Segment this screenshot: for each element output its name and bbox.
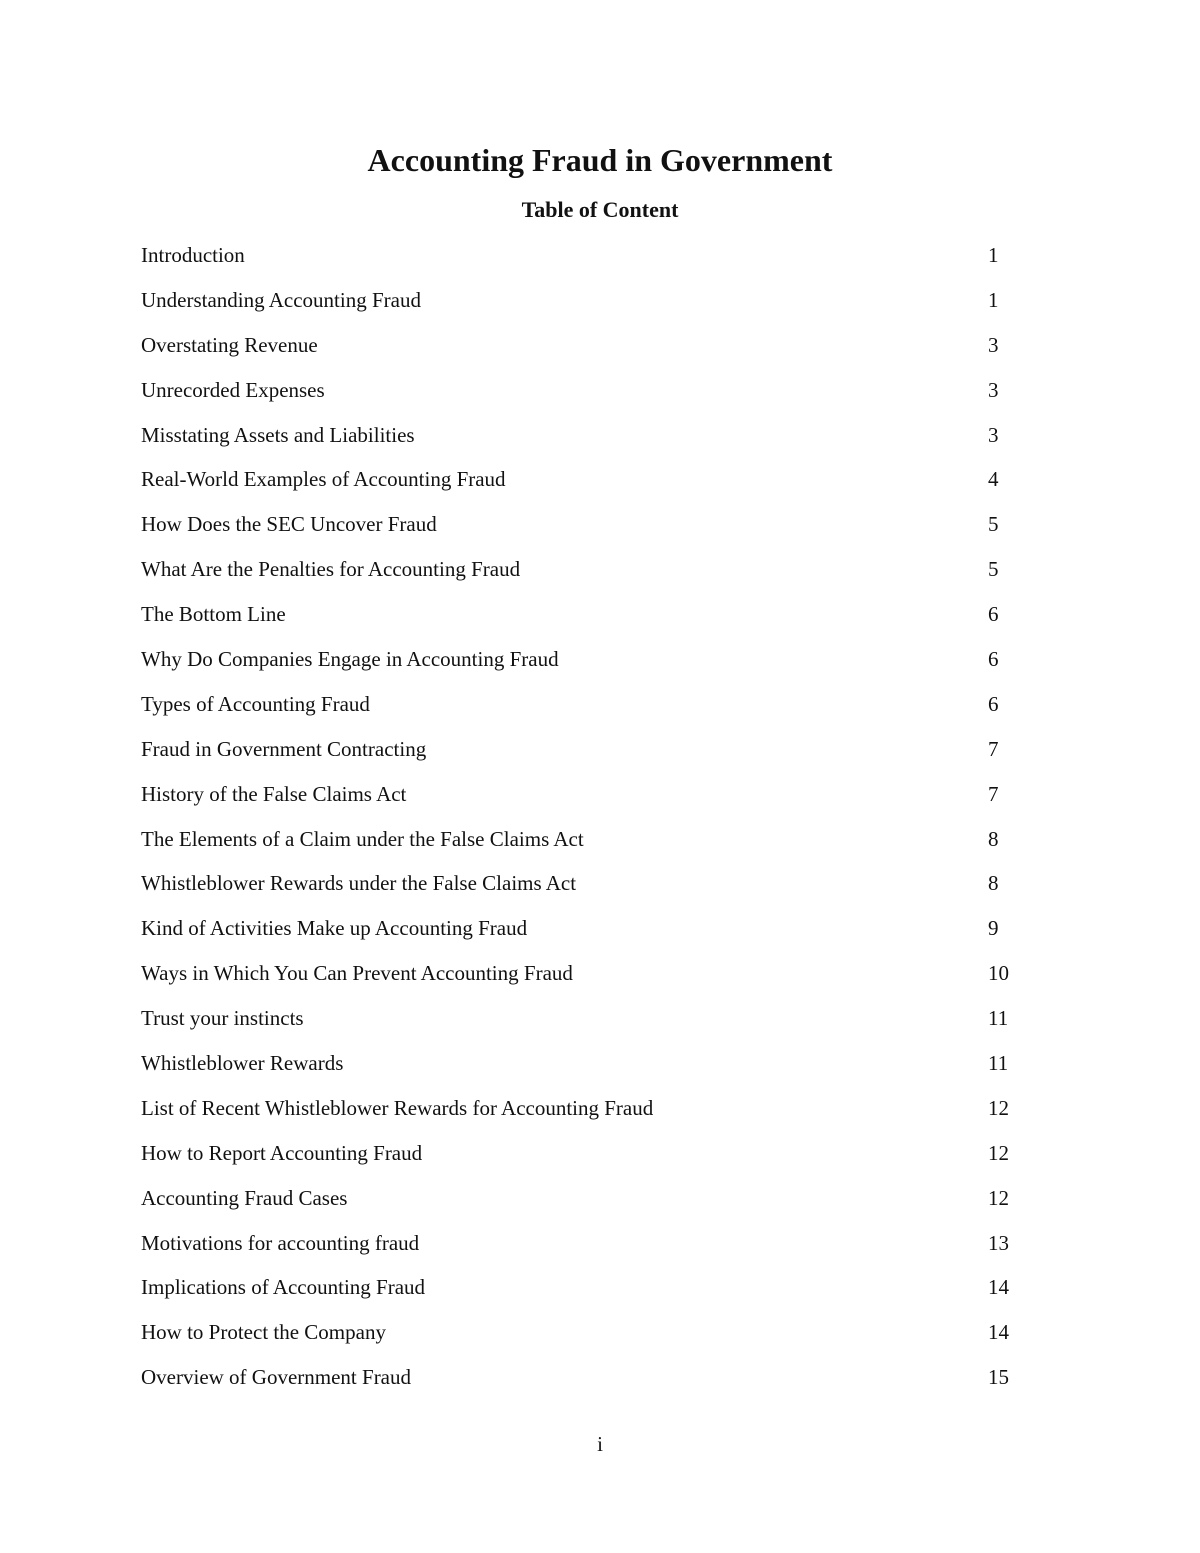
toc-entry-title: Unrecorded Expenses <box>141 377 325 402</box>
toc-entry-title: Accounting Fraud Cases <box>141 1185 348 1210</box>
toc-entry <box>141 1362 1021 1407</box>
toc-entry-title: Kind of Activities Make up Accounting Fraud <box>141 916 528 941</box>
document-title: Accounting Fraud in Government <box>367 142 833 178</box>
toc-entry-page: 5 <box>988 557 999 582</box>
toc-entry-title: Overview of Government Fraud <box>141 1365 412 1390</box>
toc-entry-page: 11 <box>988 1051 1009 1076</box>
toc-entry-page: 1 <box>988 243 999 267</box>
page-number: i <box>597 1432 603 1456</box>
toc-entry <box>141 1228 1021 1273</box>
toc-entry-title: Real-World Examples of Accounting Fraud <box>141 467 506 492</box>
toc-entry-title: Types of Accounting Fraud <box>141 691 370 716</box>
toc-entry <box>141 285 1021 330</box>
toc-entry-page: 5 <box>988 512 999 537</box>
toc-entry-page: 3 <box>988 377 999 402</box>
toc-entry <box>141 644 1021 689</box>
toc-entry-page: 13 <box>988 1230 1009 1255</box>
toc-entry-page: 11 <box>988 1006 1009 1031</box>
toc-entry-title: Misstating Assets and Liabilities <box>141 422 415 447</box>
toc-entry-page: 6 <box>988 647 999 672</box>
toc-entry <box>141 1272 1021 1317</box>
toc-entry-page: 12 <box>988 1185 1009 1210</box>
toc-entry-title: How Does the SEC Uncover Fraud <box>141 512 437 537</box>
toc-entry-title: Whistleblower Rewards <box>141 1051 344 1076</box>
toc-entry-page: 3 <box>988 332 999 357</box>
toc-entry-title: Whistleblower Rewards under the False Claims Act <box>141 871 577 896</box>
toc-entry <box>141 375 1021 420</box>
toc-entry-title: How to Protect the Company <box>141 1320 386 1345</box>
toc-entry-page: 7 <box>988 781 999 806</box>
toc-entry-page: 14 <box>988 1320 1009 1345</box>
toc-entry <box>141 554 1021 599</box>
toc-entry-title: List of Recent Whistleblower Rewards for Accounting Fraud <box>141 1095 654 1120</box>
table-of-contents <box>141 240 1021 1407</box>
toc-entry <box>141 1003 1021 1048</box>
toc-entry-page: 14 <box>988 1275 1009 1300</box>
toc-entry-title: Ways in Which You Can Prevent Accounting Fraud <box>141 961 573 986</box>
toc-entry <box>141 958 1021 1003</box>
toc-entry <box>141 1093 1021 1138</box>
toc-entry-page: 8 <box>988 871 999 896</box>
toc-entry-title: Overstating Revenue <box>141 332 318 357</box>
toc-entry <box>141 868 1021 913</box>
toc-entry-page: 1 <box>988 287 999 312</box>
toc-entry-page: 4 <box>988 467 999 492</box>
toc-entry <box>141 330 1021 375</box>
toc-entry <box>141 509 1021 554</box>
toc-entry <box>141 824 1021 869</box>
toc-entry-title: Motivations for accounting fraud <box>141 1230 420 1255</box>
toc-heading: Table of Content <box>521 197 679 222</box>
toc-entry-title: The Bottom Line <box>141 602 286 627</box>
toc-entry-title: Implications of Accounting Fraud <box>141 1275 426 1300</box>
toc-entry <box>141 464 1021 509</box>
toc-entry <box>141 420 1021 465</box>
toc-entry <box>141 1317 1021 1362</box>
toc-entry <box>141 779 1021 824</box>
toc-entry <box>141 689 1021 734</box>
toc-entry <box>141 1048 1021 1093</box>
toc-entry <box>141 1183 1021 1228</box>
toc-entry-page: 7 <box>988 736 999 761</box>
toc-entry-title: Understanding Accounting Fraud <box>141 287 421 312</box>
toc-entry-page: 3 <box>988 422 999 447</box>
toc-entry <box>141 599 1021 644</box>
toc-entry-title: What Are the Penalties for Accounting Fraud <box>141 557 521 582</box>
toc-entry-title: Trust your instincts <box>141 1006 304 1031</box>
toc-entry-title: Introduction <box>141 243 245 267</box>
toc-entry <box>141 913 1021 958</box>
toc-entry-page: 12 <box>988 1095 1009 1120</box>
toc-entry-title: How to Report Accounting Fraud <box>141 1140 423 1165</box>
toc-entry <box>141 734 1021 779</box>
toc-entry <box>141 1138 1021 1183</box>
toc-entry <box>141 240 1021 285</box>
toc-entry-title: The Elements of a Claim under the False Claims Act <box>141 826 584 851</box>
toc-entry-title: History of the False Claims Act <box>141 781 407 806</box>
toc-entry-page: 6 <box>988 691 999 716</box>
toc-entry-page: 8 <box>988 826 999 851</box>
toc-entry-page: 9 <box>988 916 999 941</box>
toc-entry-page: 6 <box>988 602 999 627</box>
toc-entry-title: Why Do Companies Engage in Accounting Fraud <box>141 647 559 672</box>
toc-entry-page: 12 <box>988 1140 1009 1165</box>
toc-entry-page: 10 <box>988 961 1009 986</box>
toc-entry-page: 15 <box>988 1365 1009 1390</box>
toc-entry-title: Fraud in Government Contracting <box>141 736 427 761</box>
